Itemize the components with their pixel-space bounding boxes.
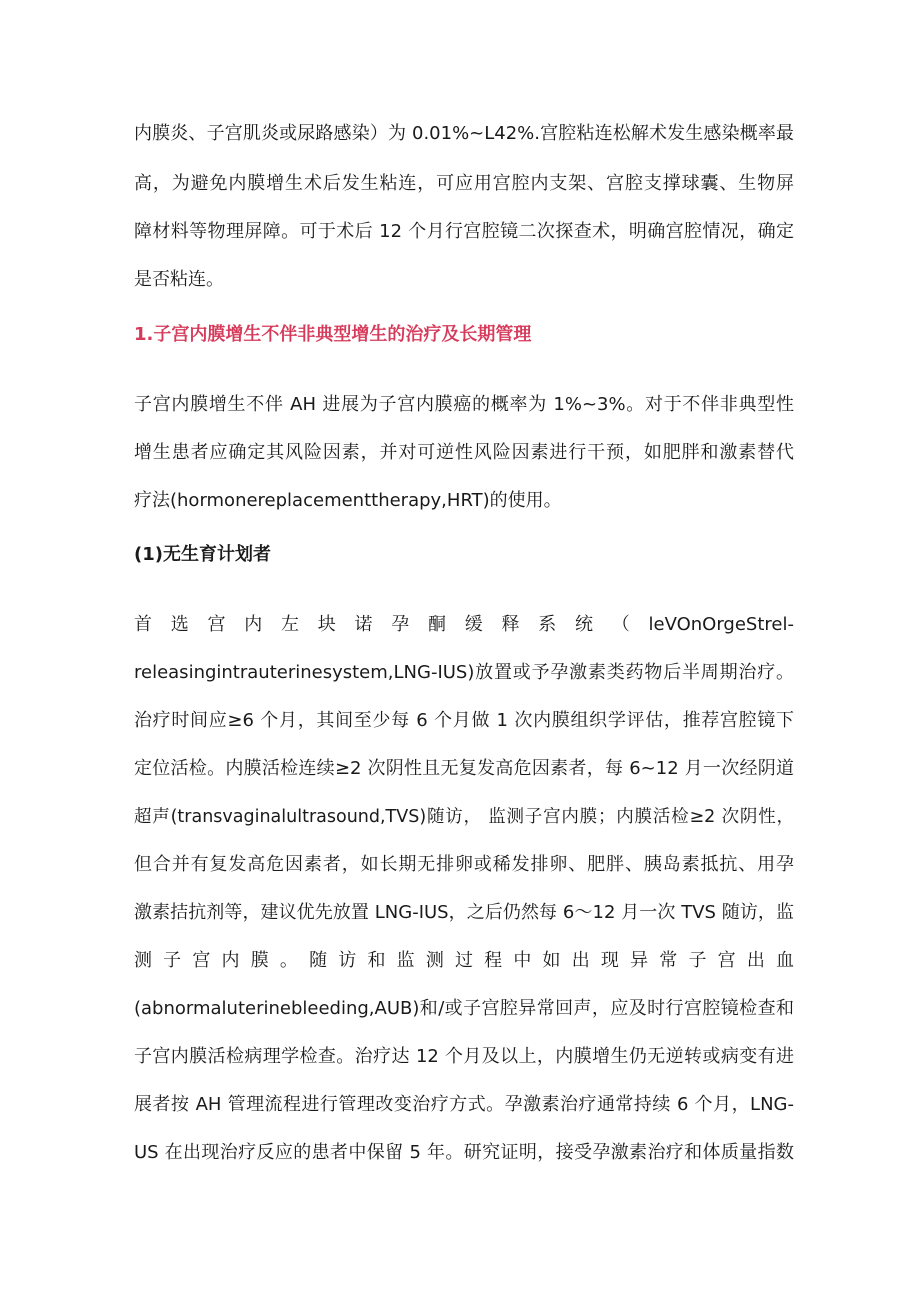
para3-line: 子宫内膜活检病理学检查。治疗达 12 个月及以上，内膜增生仍无逆转或病变有进 <box>134 1046 794 1067</box>
para3-line: US 在出现治疗反应的患者中保留 5 年。研究证明，接受孕激素治疗和体质量指数 <box>134 1142 794 1163</box>
para3-line: releasingintrauterinesystem,LNG-IUS)放置或予孕激素类药物后半周期治疗。 <box>134 662 794 683</box>
para3-line: 展者按 AH 管理流程进行管理改变治疗方式。孕激素治疗通常持续 6 个月，LNG- <box>134 1094 794 1115</box>
para1-line: 是否粘连。 <box>134 269 224 290</box>
para1-line: 高，为避免内膜增生术后发生粘连，可应用宫腔内支架、宫腔支撑球囊、生物屏 <box>134 173 794 194</box>
para1-line: 内膜炎、子宫肌炎或尿路感染）为 0.01%~L42%.宫腔粘连松解术发生感染概率最 <box>134 123 794 144</box>
para2-line: 增生患者应确定其风险因素，并对可逆性风险因素进行干预，如肥胖和激素替代 <box>134 442 794 463</box>
para3-line: 测子宫内膜。随访和监测过程中如出现异常子宫出血 <box>134 950 794 971</box>
para2-line: 疗法(hormonereplacementtherapy,HRT)的使用。 <box>134 490 562 511</box>
para3-line: 首选宫内左块诺孕酮缓释系统（leVOnOrgeStrel- <box>134 614 794 635</box>
para2-line: 子宫内膜增生不伴 AH 进展为子宫内膜癌的概率为 1%~3%。对于不伴非典型性 <box>134 394 794 415</box>
para3-line: 激素拮抗剂等，建议优先放置 LNG-IUS，之后仍然每 6～12 月一次 TVS 随访，监 <box>134 902 794 923</box>
para3-line: 但合并有复发高危因素者，如长期无排卵或稀发排卵、肥胖、胰岛素抵抗、用孕 <box>134 854 794 875</box>
para3-line: 超声(transvaginalultrasound,TVS)随访， 监测子宫内膜；内膜活检≥2 次阴性， <box>134 807 794 827</box>
para1-line: 障材料等物理屏障。可于术后 12 个月行宫腔镜二次探查术，明确宫腔情况，确定 <box>134 221 794 242</box>
para3-line: 定位活检。内膜活检连续≥2 次阴性且无复发高危因素者，每 6~12 月一次经阴道 <box>134 758 794 779</box>
para3-line: (abnormaluterinebleeding,AUB)和/或子宫腔异常回声，应及时行宫腔镜检查和 <box>134 998 794 1019</box>
section-heading: 1.子宫内膜增生不伴非典型增生的治疗及长期管理 <box>134 324 532 345</box>
subsection-heading: (1)无生育计划者 <box>134 544 271 565</box>
para3-line: 治疗时间应≥6 个月，其间至少每 6 个月做 1 次内膜组织学评估，推荐宫腔镜下 <box>134 710 794 731</box>
